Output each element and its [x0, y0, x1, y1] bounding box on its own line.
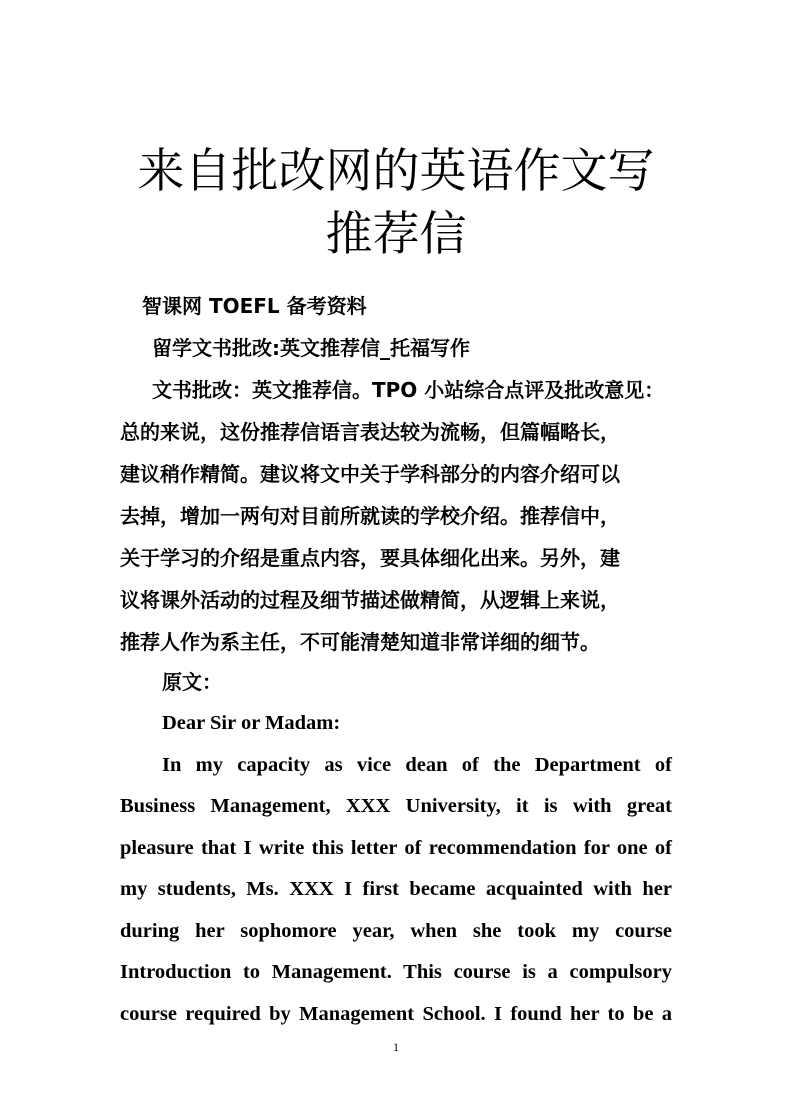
- review-line-7: 推荐人作为系主任，不可能清楚知道非常详细的细节。: [120, 630, 600, 654]
- page-number: 1: [393, 1040, 399, 1054]
- original-label: 原文：: [162, 670, 222, 694]
- document-title-line-1: 来自批改网的英语作文写: [137, 144, 655, 199]
- review-line-6: 议将课外活动的过程及细节描述做精简，从逻辑上来说，: [120, 588, 620, 612]
- review-line-3: 建议稍作精简。建议将文中关于学科部分的内容介绍可以: [120, 462, 620, 486]
- document-title-line-2: 推荐信: [325, 207, 467, 262]
- review-line-1: 文书批改：英文推荐信。TPO 小站综合点评及批改意见：: [152, 378, 665, 402]
- review-line-4: 去掉，增加一两句对目前所就读的学校介绍。推荐信中，: [120, 504, 620, 528]
- review-line-2: 总的来说，这份推荐信语言表达较为流畅，但篇幅略长，: [120, 420, 620, 444]
- letter-line-4: my students, Ms. XXX I first became acquainted with her: [120, 878, 672, 900]
- review-line-5: 关于学习的介绍是重点内容，要具体细化出来。另外，建: [120, 546, 620, 570]
- letter-line-5: during her sophomore year, when she took my course: [120, 920, 672, 942]
- header-line-topic: 留学文书批改:英文推荐信_托福写作: [152, 336, 470, 360]
- letter-line-2: Business Management, XXX University, it is with great: [120, 795, 672, 817]
- header-line-source: 智课网 TOEFL 备考资料: [142, 294, 367, 318]
- letter-salutation: Dear Sir or Madam:: [162, 712, 341, 734]
- letter-line-6: Introduction to Management. This course is a compulsory: [120, 961, 672, 983]
- letter-line-1: In my capacity as vice dean of the Department of: [162, 754, 672, 776]
- letter-line-3: pleasure that I write this letter of recommendation for one of: [120, 837, 672, 859]
- letter-line-7: course required by Management School. I found her to be a: [120, 1003, 672, 1025]
